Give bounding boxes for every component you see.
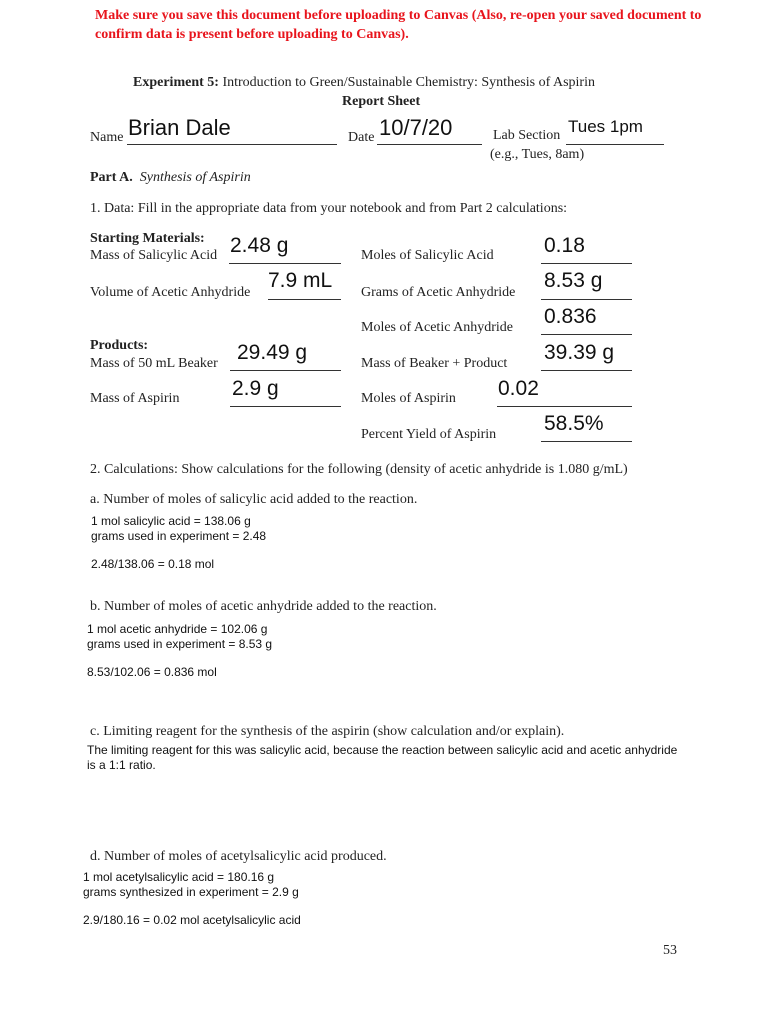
percent-yield-label: Percent Yield of Aspirin [361,427,497,442]
mass-aspirin-label: Mass of Aspirin [90,391,180,406]
data-instruction: 1. Data: Fill in the appropriate data from your notebook and from Part 2 calculations: [90,201,568,216]
moles-aspirin-value[interactable]: 0.02 [498,377,539,400]
question-d: d. Number of moles of acetylsalicylic acid produced. [90,849,387,864]
mass-salicylic-underline [229,263,341,264]
lab-section-underline [566,144,664,145]
part-a-heading [90,170,251,186]
date-value[interactable]: 10/7/20 [379,115,453,140]
moles-aspirin-label: Moles of Aspirin [361,391,456,406]
question-c: c. Limiting reagent for the synthesis of the aspirin (show calculation and/or explain). [90,724,565,739]
grams-acetic-label: Grams of Acetic Anhydride [361,285,516,300]
lab-section-label: Lab Section [493,128,561,143]
moles-acetic-underline [541,334,632,335]
answer-a-line2: grams used in experiment = 2.48 [91,529,267,543]
report-sheet-title: Report Sheet [342,94,421,109]
moles-salicylic-label: Moles of Salicylic Acid [361,248,494,263]
grams-acetic-underline [541,299,632,300]
save-warning: Make sure you save this document before uploading to Canvas (Also, re-open your saved document to confirm data is present before uploading to Canvas). [95,8,702,42]
name-underline [127,144,337,145]
moles-acetic-value[interactable]: 0.836 [544,305,597,328]
mass-aspirin-value[interactable]: 2.9 g [232,377,279,400]
moles-salicylic-underline [541,263,632,264]
calculations-intro: 2. Calculations: Show calculations for the following (density of acetic anhydride is 1.080 g/mL) [90,462,628,477]
lab-section-value[interactable]: Tues 1pm [568,117,643,136]
name-value[interactable]: Brian Dale [128,115,231,140]
grams-acetic-value[interactable]: 8.53 g [544,269,603,292]
page-number: 53 [663,943,677,958]
beaker-product-value[interactable]: 39.39 g [544,341,615,364]
answer-b-line3: 8.53/102.06 = 0.836 mol [87,665,217,679]
answer-b-line2: grams used in experiment = 8.53 g [87,637,273,651]
name-label: Name [90,130,124,145]
volume-acetic-label: Volume of Acetic Anhydride [90,285,251,300]
moles-aspirin-underline [497,406,632,407]
answer-a-line1: 1 mol salicylic acid = 138.06 g [91,514,251,528]
lab-section-hint: (e.g., Tues, 8am) [490,147,585,162]
answer-c-line1: The limiting reagent for this was salicylic acid, because the reaction between salicylic acid and acetic anhydride [87,743,678,757]
beaker-product-label: Mass of Beaker + Product [361,356,508,371]
question-b: b. Number of moles of acetic anhydride added to the reaction. [90,599,437,614]
mass-beaker-label: Mass of 50 mL Beaker [90,356,218,371]
date-label: Date [348,130,375,145]
starting-materials-heading: Starting Materials: [90,231,205,246]
experiment-heading [133,75,595,91]
moles-acetic-label: Moles of Acetic Anhydride [361,320,514,335]
answer-d-line3: 2.9/180.16 = 0.02 mol acetylsalicylic acid [83,913,301,927]
question-a: a. Number of moles of salicylic acid added to the reaction. [90,492,418,507]
answer-d-line2: grams synthesized in experiment = 2.9 g [83,885,299,899]
date-underline [377,144,482,145]
experiment-label: Experiment 5: [133,75,219,90]
experiment-title: Introduction to Green/Sustainable Chemistry: Synthesis of Aspirin [222,75,595,90]
answer-a-line3: 2.48/138.06 = 0.18 mol [91,557,215,571]
percent-yield-value[interactable]: 58.5% [544,412,604,435]
products-heading: Products: [90,338,149,353]
mass-aspirin-underline [230,406,341,407]
part-a-title: Synthesis of Aspirin [139,170,251,185]
mass-beaker-underline [230,370,341,371]
percent-yield-underline [541,441,632,442]
answer-d-line1: 1 mol acetylsalicylic acid = 180.16 g [83,870,275,884]
beaker-product-underline [541,370,632,371]
mass-beaker-value[interactable]: 29.49 g [237,341,308,364]
mass-salicylic-value[interactable]: 2.48 g [230,234,289,257]
part-a-label: Part A. [90,170,133,185]
volume-acetic-value[interactable]: 7.9 mL [268,269,333,292]
moles-salicylic-value[interactable]: 0.18 [544,234,585,257]
volume-acetic-underline [268,299,341,300]
answer-c-line2: is a 1:1 ratio. [87,758,156,772]
answer-b-line1: 1 mol acetic anhydride = 102.06 g [87,622,268,636]
mass-salicylic-label: Mass of Salicylic Acid [90,248,218,263]
